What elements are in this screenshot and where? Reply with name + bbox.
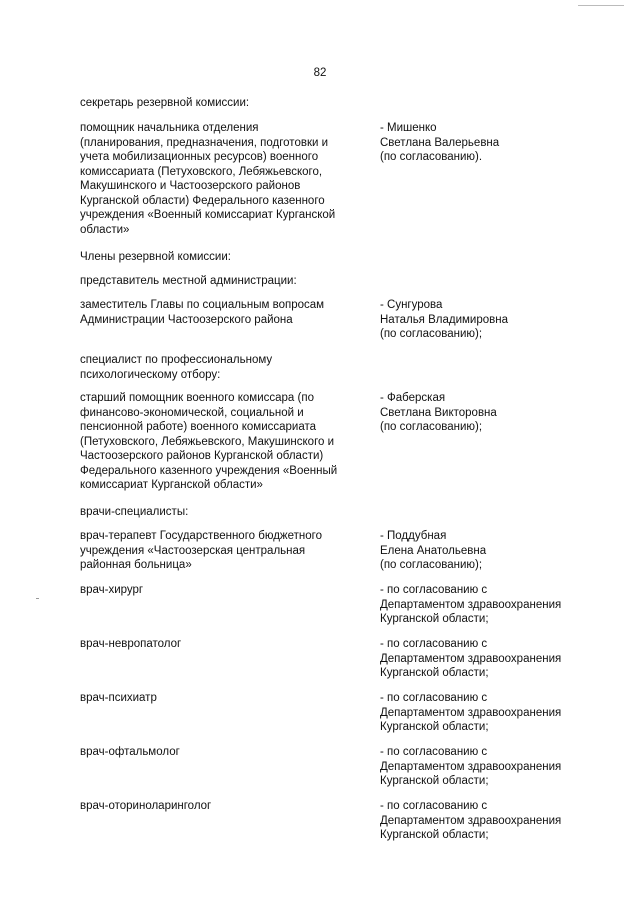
secretary-position: помощник начальника отделения (планирования, предназначения, подготовки и учета мобилизационных ресурсов) военного комиссариата (Петуховского, Лебяжьевского, Макушинского и Частоозерского районов Курганской области) Федерального казенного учреждения «Военный комиссариат Курганской области» [80,122,336,236]
psychiatrist-position: врач-психиатр [80,692,157,704]
ophthalm-approval: - по согласованию с Департаментом здравоохранения Курганской области; [380,746,562,787]
secretary-person: - Мишенко Светлана Валерьевна (по согласованию). [380,122,500,163]
therapist-person: - Поддубная Елена Анатольевна (по согласованию); [380,530,487,571]
deputy-position: заместитель Главы по социальным вопросам Администрации Частоозерского района [80,299,325,326]
surgeon-position: врач-хирург [80,584,144,596]
members-heading: Члены резервной комиссии: [80,251,231,263]
therapist-position: врач-терапевт Государственного бюджетного учреждения «Частоозерская центральная районная больница» [80,530,322,571]
local-admin-heading: представитель местной администрации: [80,275,297,287]
doctors-heading: врачи-специалисты: [80,506,189,518]
scan-artifact-line [578,5,624,6]
ent-approval: - по согласованию с Департаментом здравоохранения Курганской области; [380,800,562,841]
surgeon-approval: - по согласованию с Департаментом здравоохранения Курганской области; [380,584,562,625]
scan-artifact-dot [36,598,39,599]
secretary-heading: секретарь резервной комиссии: [80,97,250,109]
psych-position: старший помощник военного комиссара (по финансово-экономической, социальной и пенсионной работе) военного комиссариата (Петуховского, Лебяжьевского, Макушинского и Частоозерского районов Курганской области) Федерального казенного учреждения «Военный комиссариат Курганской области» [80,392,338,491]
psych-heading: специалист по профессиональному психологическому отбору: [80,354,273,381]
neuro-approval: - по согласованию с Департаментом здравоохранения Курганской области; [380,638,562,679]
ophthalm-position: врач-офтальмолог [80,746,180,758]
page-number: 82 [313,67,327,79]
neuro-position: врач-невропатолог [80,638,182,650]
ent-position: врач-оториноларинголог [80,800,212,812]
psychiatrist-approval: - по согласованию с Департаментом здравоохранения Курганской области; [380,692,562,733]
deputy-person: - Сунгурова Наталья Владимировна (по согласованию); [380,299,508,340]
psych-person: - Фаберская Светлана Викторовна (по согласованию); [380,392,497,433]
